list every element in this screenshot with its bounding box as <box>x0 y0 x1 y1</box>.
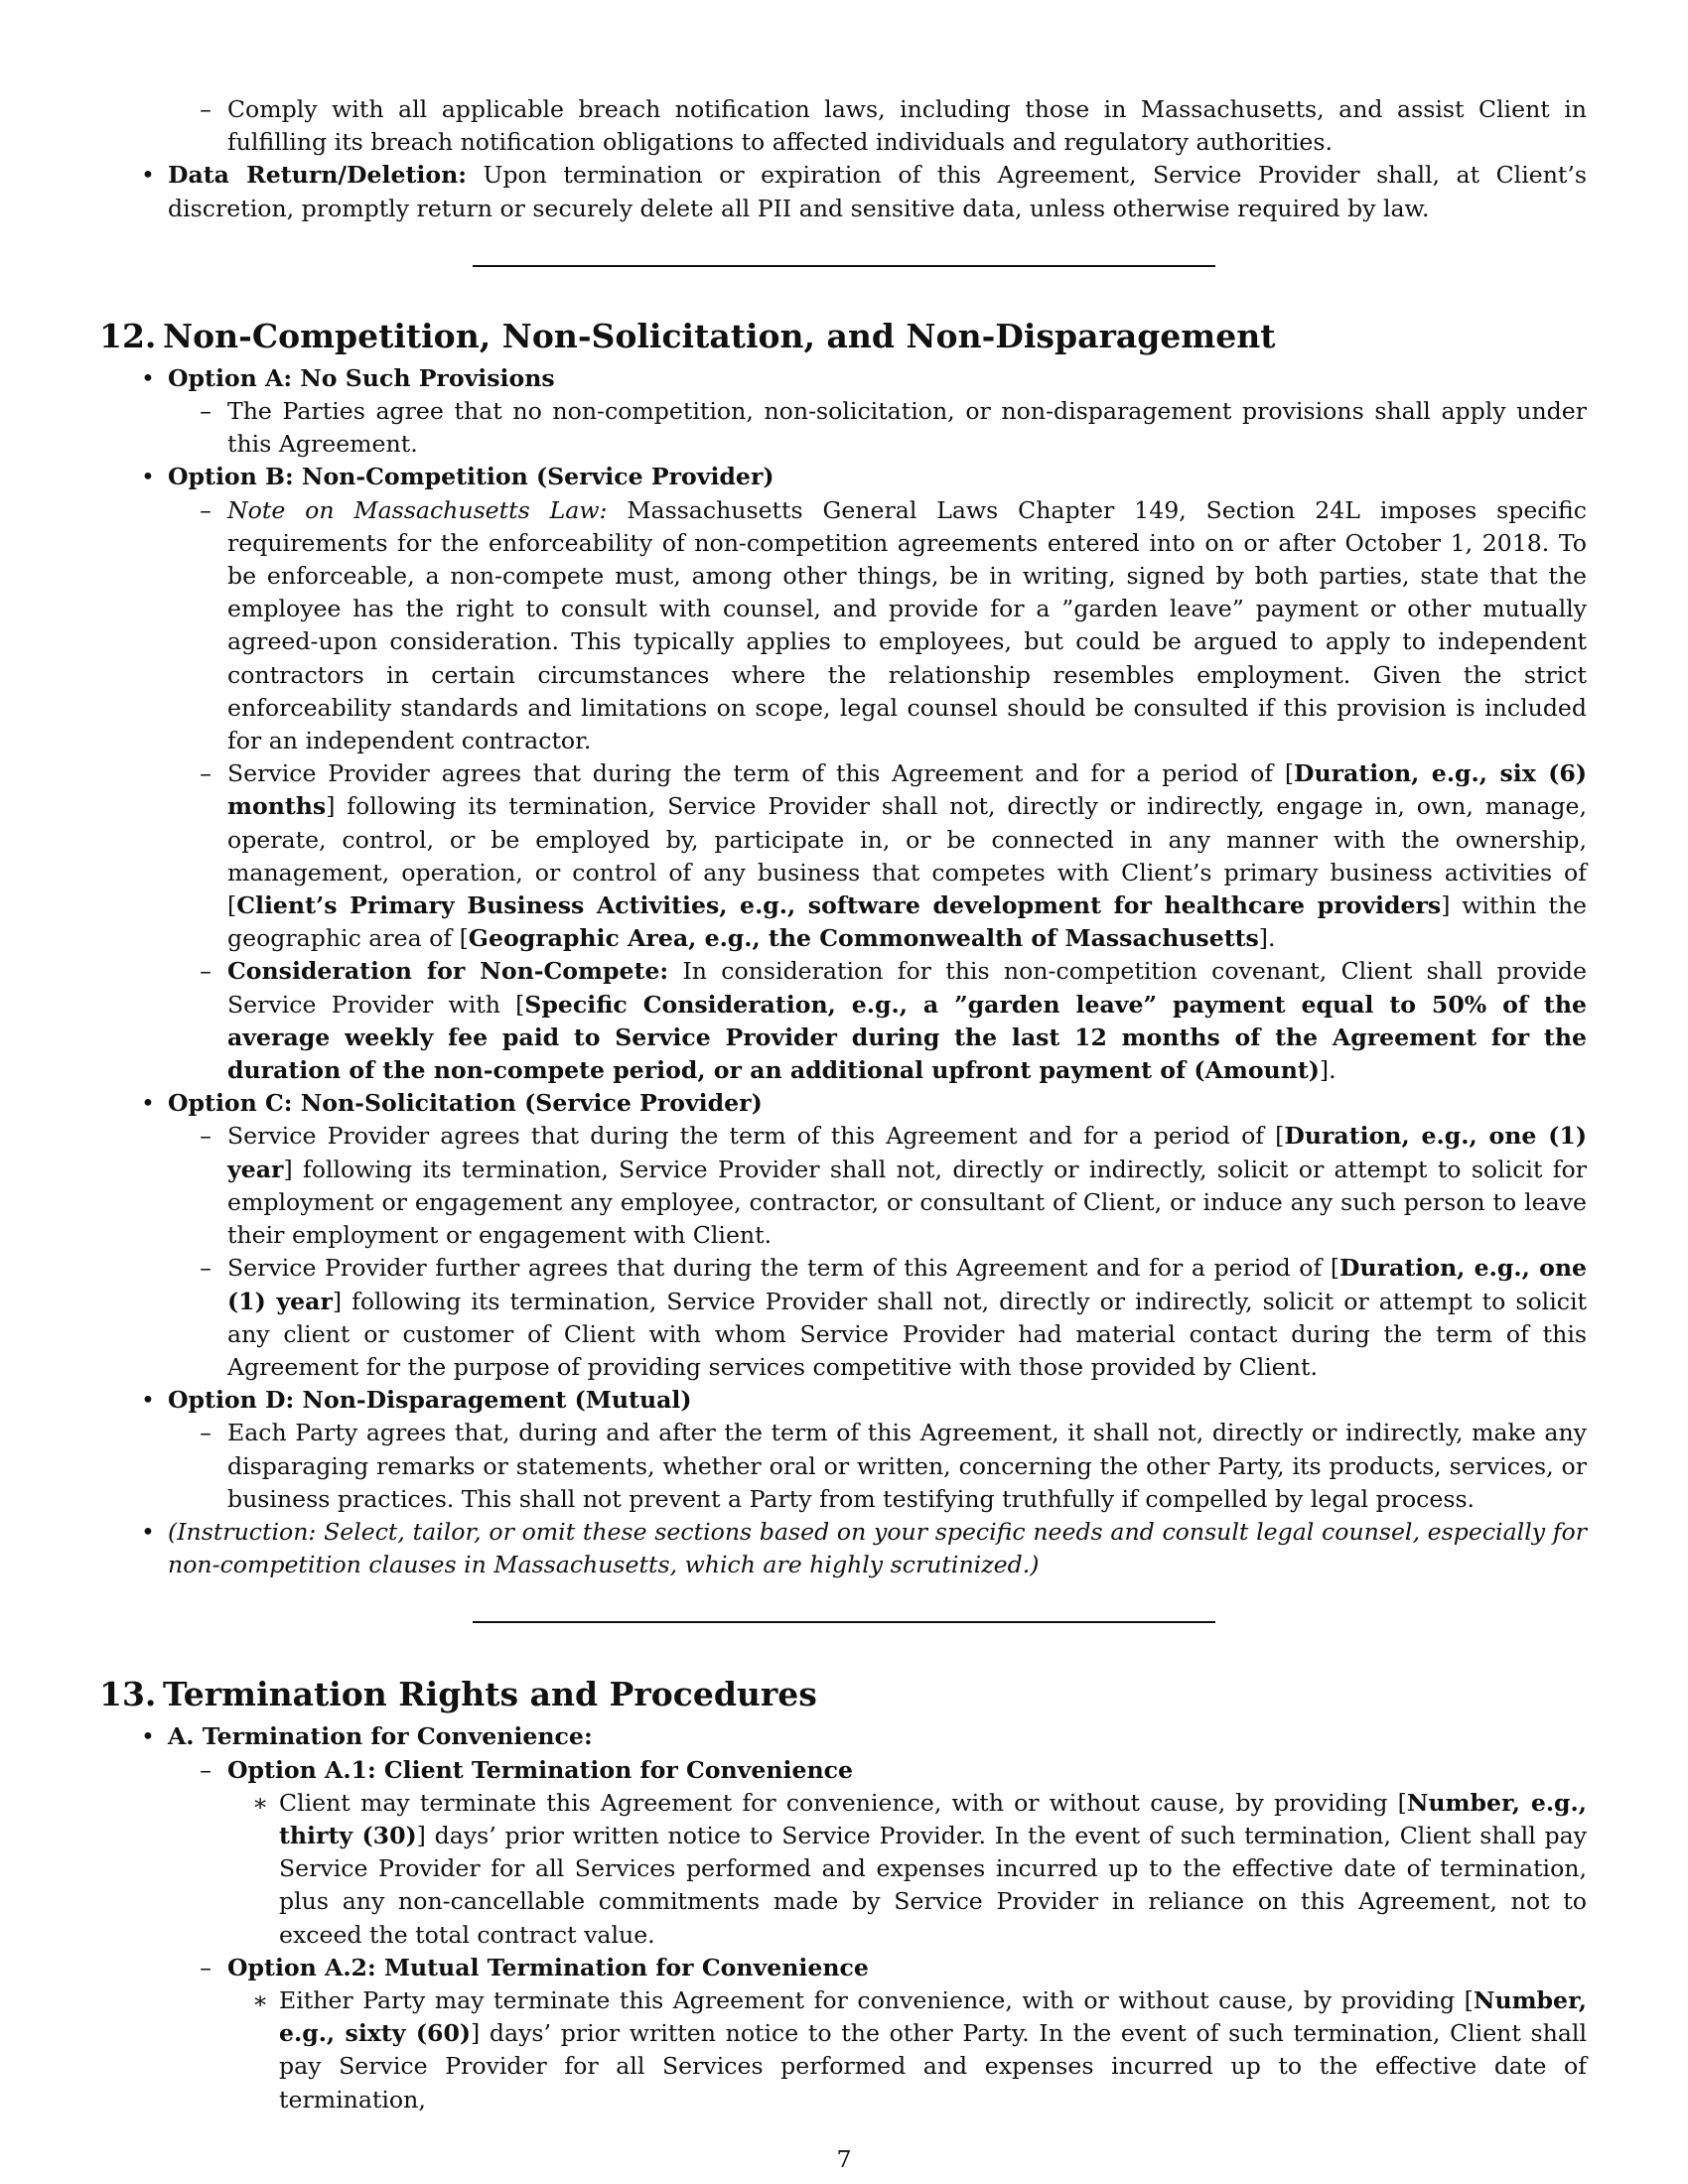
suboption-heading <box>99 1952 1587 1984</box>
list-item-label: Data Return/Deletion: <box>168 161 467 190</box>
suboption-heading <box>99 1754 1587 1787</box>
option-title: Option C: Non-Solicitation (Service Provider) <box>168 1089 763 1118</box>
clause-text: ]. <box>1258 924 1276 953</box>
list-item-text: Comply with all applicable breach notification laws, including those in Massachusetts, and assist Client in fulfilling its breach notification obligations to affected individuals and regulatory authorities. <box>227 95 1587 157</box>
section-heading <box>99 1675 1587 1714</box>
section-number: 12. <box>99 316 157 355</box>
bullet-marker: • <box>141 1386 155 1415</box>
section-title: Termination Rights and Procedures <box>163 1675 817 1714</box>
suboption-title: Option A.1: Client Termination for Convenience <box>227 1755 854 1784</box>
option-title: Option A: No Such Provisions <box>168 363 555 392</box>
placeholder-field: Client’s Primary Business Activities, e.g., software development for healthcare providers <box>236 891 1442 920</box>
dash-marker: – <box>200 1254 211 1283</box>
section-divider <box>473 1621 1215 1623</box>
page-content <box>99 93 1587 2116</box>
option-heading <box>99 1087 1587 1120</box>
list-item <box>99 757 1587 955</box>
note-text: Massachusetts General Laws Chapter 149, Section 24L imposes specific requirements for the enforceability of non-competition agreements entered into on or after October 1, 2018. To be enforceable, a non-compete must, among other things, be in writing, signed by both parties, state that the employee has the right to consult with counsel, and provide for a ”garden leave” payment or other mutually agreed-upon consideration. This typically applies to employees, but could be argued to apply to independent contractors in certain circumstances where the relationship resembles employment. Given the strict enforceability standards and limitations on scope, legal counsel should be consulted if this provision is included for an independent contractor. <box>227 495 1587 755</box>
page-number: 7 <box>836 2145 852 2173</box>
section-heading <box>99 317 1587 356</box>
clause-text: Either Party may terminate this Agreement for convenience, with or without cause, by providing [ <box>279 1985 1474 2014</box>
list-item-text: Each Party agrees that, during and after the term of this Agreement, it shall not, directly or indirectly, make any disparaging remarks or statements, whether oral or written, concerning the other Party, its products, services, or business practices. This shall not prevent a Party from testifying truthfully if compelled by legal process. <box>227 1419 1587 1513</box>
placeholder-field: Number, e.g., sixty (60) <box>279 1985 1587 2048</box>
bullet-marker: • <box>141 1089 155 1118</box>
suboption-title: Option A.2: Mutual Termination for Convenience <box>227 1953 869 1981</box>
list-item <box>99 93 1587 159</box>
list-item-text: Upon termination or expiration of this Agreement, Service Provider shall, at Client’s discretion, promptly return or securely delete all PII and sensitive data, unless otherwise required by law. <box>168 161 1587 222</box>
dash-marker: – <box>200 397 211 426</box>
list-item <box>99 1120 1587 1252</box>
clause-label: Consideration for Non-Compete: <box>227 957 669 986</box>
clause-text: ] days’ prior written notice to the other Party. In the event of such termination, Client shall pay Service Provider for all Services performed and expenses incurred up to the effective date of termination, <box>279 2019 1587 2114</box>
list-item <box>99 159 1587 224</box>
dash-marker: – <box>200 1953 211 1981</box>
list-item <box>99 395 1587 461</box>
placeholder-field: Duration, e.g., six (6) months <box>227 759 1587 821</box>
bullet-marker: • <box>141 1517 155 1546</box>
clause-text: ] days’ prior written notice to Service Provider. In the event of such termination, Client shall pay Service Provider for all Services performed and expenses incurred up to the effective date of termination, plus any non-cancellable commitments made by Service Provider in reliance on this Agreement, not to exceed the total contract value. <box>279 1821 1587 1949</box>
instruction-text: (Instruction: Select, tailor, or omit these sections based on your specific needs and consult legal counsel, especially for non-competition clauses in Massachusetts, which are highly scrutinized.) <box>168 1517 1587 1579</box>
list-item <box>99 494 1587 758</box>
bullet-marker: • <box>141 161 155 190</box>
clause-text: Service Provider further agrees that during the term of this Agreement and for a period of [ <box>227 1254 1340 1283</box>
section-title: Non-Competition, Non-Solicitation, and Non-Disparagement <box>163 316 1276 355</box>
clause-text: ] following its termination, Service Provider shall not, directly or indirectly, solicit or attempt to solicit any client or customer of Client with whom Service Provider had material contact during the term of this Agreement for the purpose of providing services competitive with those provided by Client. <box>227 1287 1587 1381</box>
placeholder-field: Specific Consideration, e.g., a ”garden leave” payment equal to 50% of the average weekly fee paid to Service Provider during the last 12 months of the Agreement for the duration of the non-compete period, or an additional upfront payment of (Amount) <box>227 990 1587 1085</box>
instruction-note <box>99 1516 1587 1581</box>
dash-marker: – <box>200 495 211 524</box>
star-marker: ∗ <box>251 1788 269 1817</box>
list-item <box>99 1417 1587 1516</box>
placeholder-field: Number, e.g., thirty (30) <box>279 1788 1587 1849</box>
clause-text: Service Provider agrees that during the term of this Agreement and for a period of [ <box>227 1122 1285 1151</box>
list-item <box>99 1984 1587 2116</box>
option-heading <box>99 362 1587 395</box>
clause-text: Client may terminate this Agreement for convenience, with or without cause, by providing [ <box>279 1788 1407 1817</box>
dash-marker: – <box>200 1122 211 1151</box>
bullet-marker: • <box>141 1722 155 1751</box>
list-item <box>99 1787 1587 1952</box>
clause-text: In consideration for this non-competition covenant, Client shall provide Service Provider with [ <box>227 957 1587 1019</box>
option-title: Option D: Non-Disparagement (Mutual) <box>168 1386 692 1415</box>
option-title: Option B: Non-Competition (Service Provider) <box>168 463 774 491</box>
dash-marker: – <box>200 1755 211 1784</box>
dash-marker: – <box>200 95 211 123</box>
list-item <box>99 955 1587 1087</box>
section-number: 13. <box>99 1675 157 1714</box>
option-heading <box>99 1384 1587 1417</box>
option-heading <box>99 1720 1587 1753</box>
dash-marker: – <box>200 957 211 986</box>
clause-text: ] within the geographic area of [ <box>227 891 1587 953</box>
clause-text: ]. <box>1319 1056 1336 1085</box>
placeholder-field: Duration, e.g., one (1) year <box>227 1254 1587 1315</box>
list-item-text: The Parties agree that no non-competition, non-solicitation, or non-disparagement provisions shall apply under this Agreement. <box>227 397 1587 459</box>
list-item <box>99 1252 1587 1384</box>
placeholder-field: Geographic Area, e.g., the Commonwealth of Massachusetts <box>468 924 1259 953</box>
bullet-marker: • <box>141 463 155 491</box>
dash-marker: – <box>200 1419 211 1447</box>
option-heading <box>99 461 1587 493</box>
clause-text: ] following its termination, Service Provider shall not, directly or indirectly, solicit or attempt to solicit for employment or engagement any employee, contractor, or consultant of Client, or induce any such person to leave their employment or engagement with Client. <box>227 1155 1587 1250</box>
note-label: Note on Massachusetts Law: <box>227 495 608 524</box>
clause-text: ] following its termination, Service Provider shall not, directly or indirectly, engage in, own, manage, operate, control, or be employed by, participate in, or be connected in any manner with the ownership, management, operation, or control of any business that competes with Client’s primary business activities of [ <box>227 792 1587 920</box>
option-title: A. Termination for Convenience: <box>168 1722 593 1751</box>
section-divider <box>473 265 1215 267</box>
star-marker: ∗ <box>251 1985 269 2014</box>
bullet-marker: • <box>141 363 155 392</box>
placeholder-field: Duration, e.g., one (1) year <box>227 1122 1587 1183</box>
dash-marker: – <box>200 759 211 788</box>
clause-text: Service Provider agrees that during the term of this Agreement and for a period of [ <box>227 759 1295 788</box>
